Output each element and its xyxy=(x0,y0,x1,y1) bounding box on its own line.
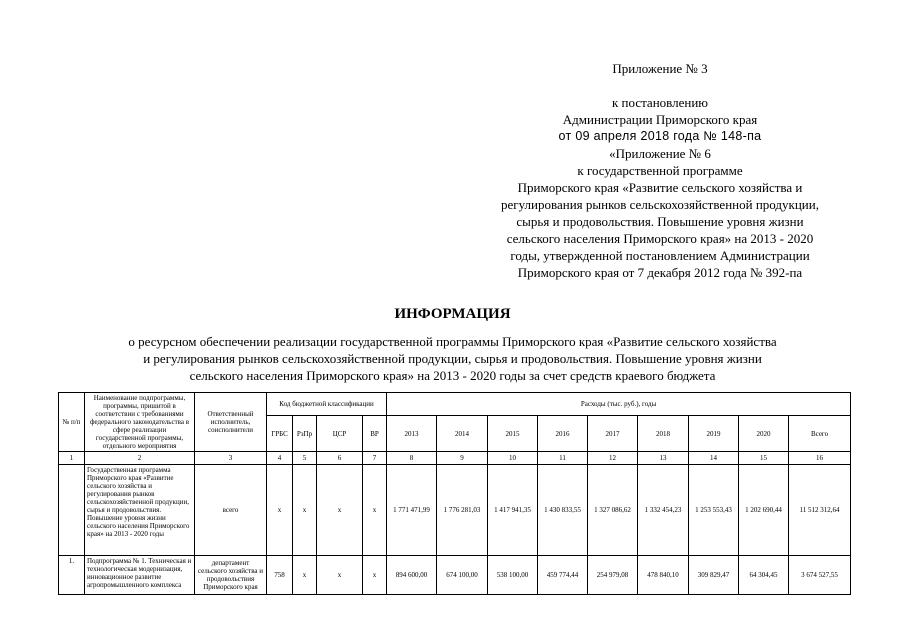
row-value: 254 979,08 xyxy=(588,556,638,595)
index-row xyxy=(59,452,851,465)
row-value: 1 417 941,35 xyxy=(488,465,538,556)
row-value: 309 829,47 xyxy=(689,556,739,595)
row-rzpr: х xyxy=(293,556,317,595)
row-vr: х xyxy=(363,556,387,595)
row-grbs: х xyxy=(267,465,293,556)
col-header-executor: Ответственный исполнитель, соисполнители xyxy=(195,393,267,452)
administration: Администрации Приморского края xyxy=(562,112,758,127)
row-value: 894 600,00 xyxy=(387,556,437,595)
col-header-budget-class: Код бюджетной классификации xyxy=(267,393,387,416)
subtitle-line: сельского населения Приморского края» на 2013 - 2020 годы за счет средств краевого бюджета xyxy=(189,368,716,383)
to-program: к государственной программе xyxy=(577,163,743,178)
index-cell: 10 xyxy=(488,452,538,465)
row-csr: х xyxy=(317,556,363,595)
header-row xyxy=(59,393,851,416)
row-value: 1 776 281,03 xyxy=(437,465,488,556)
col-header-year: 2016 xyxy=(538,416,588,452)
row-value: 1 253 553,43 xyxy=(689,465,739,556)
index-cell: 13 xyxy=(638,452,689,465)
col-header-name: Наименование подпрограммы, программы, пришитой в соответствии с требованиями федерального законодательства в сфере реализации государственной программы, отдельного мероприятия xyxy=(85,393,195,452)
index-cell: 11 xyxy=(538,452,588,465)
row-vr: х xyxy=(363,465,387,556)
table-row xyxy=(59,556,851,595)
index-cell: 14 xyxy=(689,452,739,465)
row-name: Подпрограмма № 1. Техническая и технологическая модернизация, инновационное развитие агропромышленного комплекса xyxy=(85,556,195,595)
row-name: Государственная программа Приморского края «Развитие сельского хозяйства и регулирования рынков сельскохозяйственной продукции, сырья и продовольствия. Повышение уровня жизни сельского населения Приморского края» на 2013 - 2020 годы xyxy=(85,465,195,556)
row-executor: всего xyxy=(195,465,267,556)
col-header-year: 2018 xyxy=(638,416,689,452)
col-header-year: 2014 xyxy=(437,416,488,452)
row-value: 1 430 833,55 xyxy=(538,465,588,556)
col-header-year: 2020 xyxy=(739,416,789,452)
col-header-num: № п/п xyxy=(59,393,85,452)
index-cell: 1 xyxy=(59,452,85,465)
appendix-header xyxy=(470,60,850,281)
row-value: 64 304,45 xyxy=(739,556,789,595)
col-header-total: Всего xyxy=(789,416,851,452)
col-header-year: 2017 xyxy=(588,416,638,452)
row-csr: х xyxy=(317,465,363,556)
row-grbs: 758 xyxy=(267,556,293,595)
row-value: 459 774,44 xyxy=(538,556,588,595)
row-value: 1 771 471,99 xyxy=(387,465,437,556)
subtitle-line: и регулирования рынков сельскохозяйственной продукции, сырья и продовольствия. Повышение уровня жизни xyxy=(143,351,762,366)
col-header-year: 2015 xyxy=(488,416,538,452)
program-line: сельского населения Приморского края» на 2013 - 2020 xyxy=(506,231,814,246)
program-line: годы, утвержденной постановлением Администрации xyxy=(510,248,810,263)
row-total: 11 512 312,64 xyxy=(789,465,851,556)
col-header-rzpr: РзПр xyxy=(293,416,317,452)
program-line: сырья и продовольствия. Повышение уровня жизни xyxy=(516,214,804,229)
row-value: 674 100,00 xyxy=(437,556,488,595)
row-value: 1 332 454,23 xyxy=(638,465,689,556)
program-line: регулирования рынков сельскохозяйственной продукции, xyxy=(501,197,819,212)
subtitle-line: о ресурсном обеспечении реализации государственной программы Приморского края «Развитие сельского хозяйства xyxy=(128,334,777,349)
row-value: 478 840,10 xyxy=(638,556,689,595)
index-cell: 2 xyxy=(85,452,195,465)
col-header-expenses: Расходы (тыс. руб.), годы xyxy=(387,393,851,416)
row-value: 1 327 086,62 xyxy=(588,465,638,556)
index-cell: 4 xyxy=(267,452,293,465)
row-executor: департамент сельского хозяйства и продовольствия Приморского края xyxy=(195,556,267,595)
row-total: 3 674 527,55 xyxy=(789,556,851,595)
col-header-year: 2013 xyxy=(387,416,437,452)
row-num xyxy=(59,465,85,556)
appendix-number: Приложение № 3 xyxy=(612,61,708,76)
index-cell: 7 xyxy=(363,452,387,465)
program-line: Приморского края от 7 декабря 2012 года № 392-па xyxy=(517,265,803,280)
appendix-6: «Приложение № 6 xyxy=(609,146,711,161)
col-header-csr: ЦСР xyxy=(317,416,363,452)
index-cell: 15 xyxy=(739,452,789,465)
col-header-vr: ВР xyxy=(363,416,387,452)
index-cell: 5 xyxy=(293,452,317,465)
table-row xyxy=(59,465,851,556)
index-cell: 9 xyxy=(437,452,488,465)
index-cell: 6 xyxy=(317,452,363,465)
row-value: 538 100,00 xyxy=(488,556,538,595)
row-num: 1. xyxy=(59,556,85,595)
handwritten-date: от 09 апреля 2018 года № 148-па xyxy=(558,129,762,143)
row-value: 1 202 690,44 xyxy=(739,465,789,556)
index-cell: 12 xyxy=(588,452,638,465)
index-cell: 16 xyxy=(789,452,851,465)
document-subtitle xyxy=(60,333,845,384)
row-rzpr: х xyxy=(293,465,317,556)
col-header-grbs: ГРБС xyxy=(267,416,293,452)
resource-table xyxy=(58,392,851,595)
index-cell: 8 xyxy=(387,452,437,465)
index-cell: 3 xyxy=(195,452,267,465)
document-title: ИНФОРМАЦИЯ xyxy=(394,306,511,322)
to-resolution: к постановлению xyxy=(611,95,709,110)
col-header-year: 2019 xyxy=(689,416,739,452)
program-line: Приморского края «Развитие сельского хозяйства и xyxy=(517,180,803,195)
